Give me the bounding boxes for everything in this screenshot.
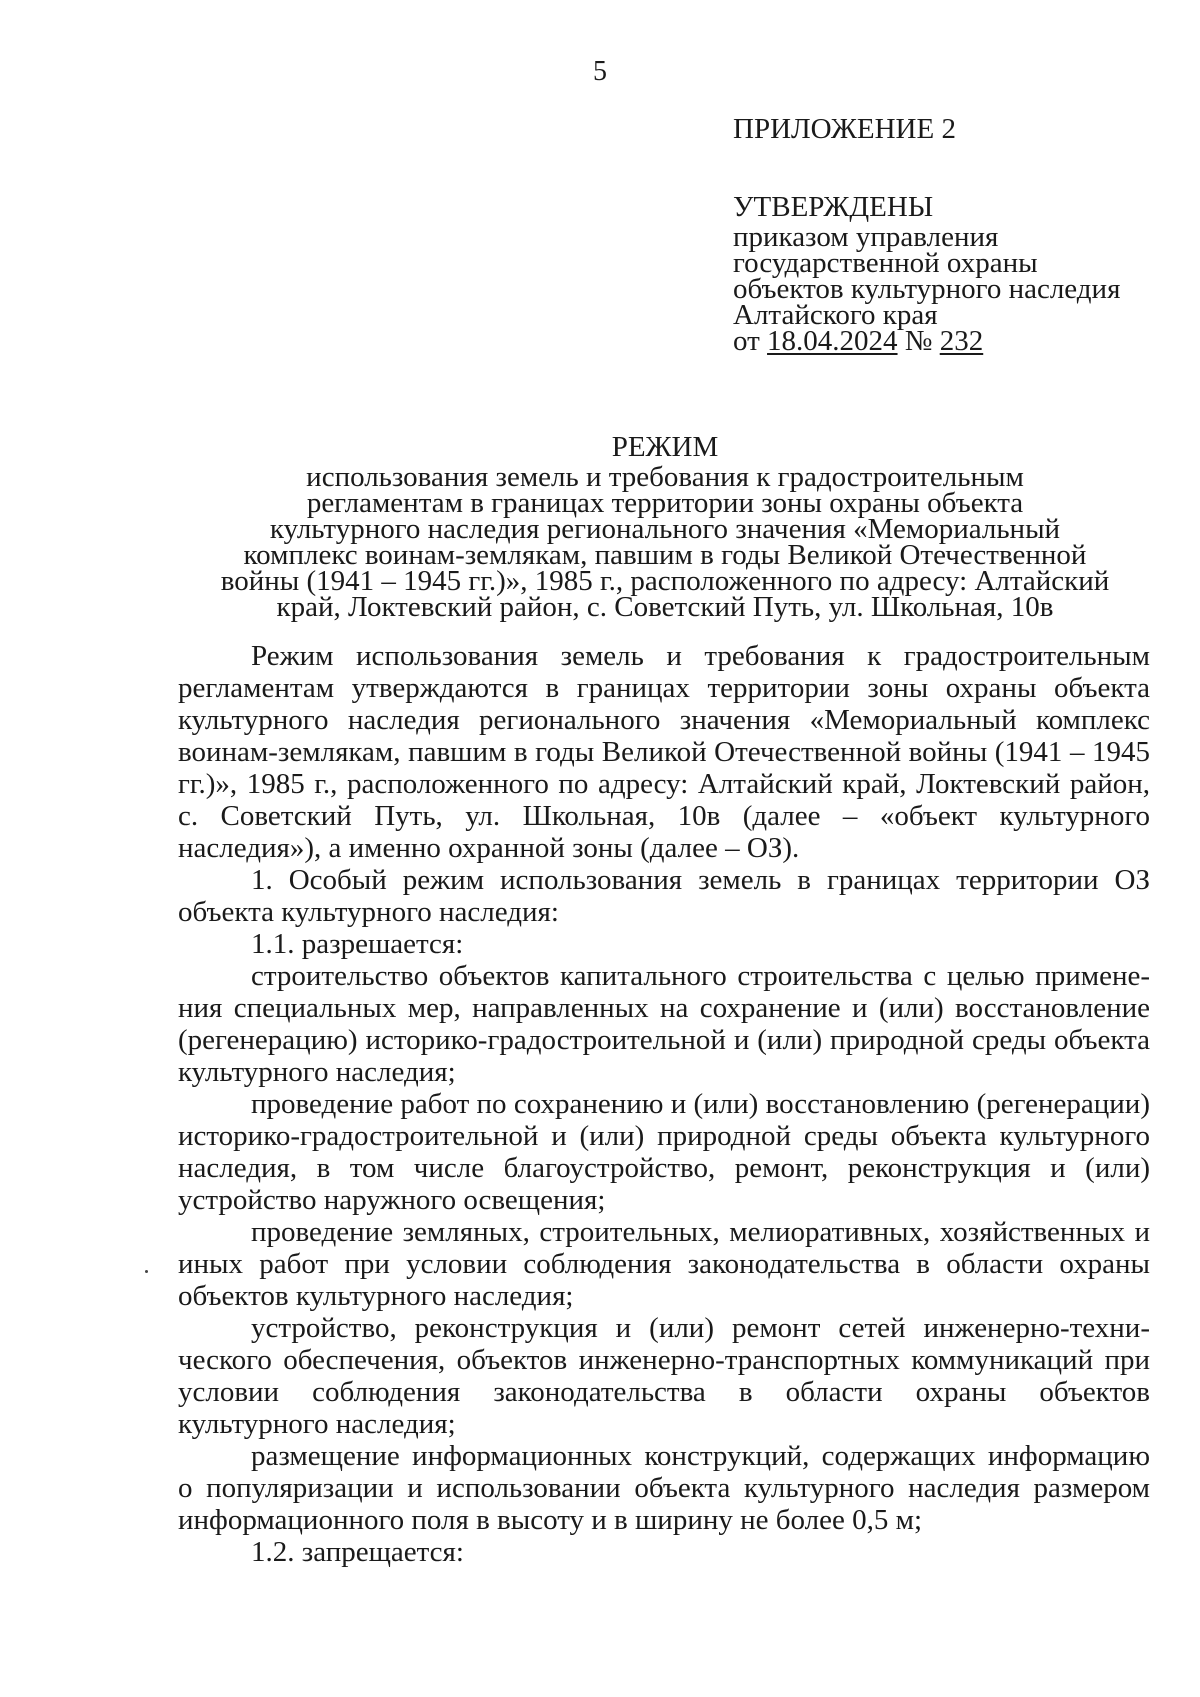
date-prefix: от	[733, 325, 768, 357]
approval-line: объектов культурного наследия	[733, 273, 1121, 305]
document-body	[178, 640, 1150, 1568]
heading-line: культурного наследия регионального значения «Мемориальный	[269, 513, 1061, 545]
order-date: 18.04.2024	[767, 325, 898, 357]
document-heading	[200, 430, 1130, 623]
subsection-1-2-heading: 1.2. запрещается:	[251, 1536, 464, 1568]
approval-line: государственной охраны	[733, 247, 1038, 279]
number-sign: №	[897, 325, 940, 357]
approval-line: приказом управления	[733, 221, 999, 253]
approval-line: Алтайского края	[733, 299, 938, 331]
subsection-1-1-heading: 1.1. разрешается:	[251, 928, 464, 960]
heading-line: край, Локтевский район, с. Советский Путь, ул. Школьная, 10в	[276, 591, 1054, 623]
order-date-line	[733, 325, 1173, 357]
allowed-item: проведение земляных, строительных, мелиоративных, хозяйственных и иных работ при условии соблюдения законодательства в области охраны объектов культурного наследия;	[178, 1216, 1150, 1312]
page-number: 5	[593, 56, 607, 87]
order-number: 232	[939, 325, 984, 357]
heading-line: регламентам в границах территории зоны охраны объекта	[306, 487, 1024, 519]
allowed-item: устройство, реконструкция и (или) ремонт сетей инженерно-техни-ческого обеспечения, объектов инженерно-транспортных коммуникаций при условии соблюдения законодательства в области охраны объектов культурного наследия;	[178, 1312, 1150, 1440]
approved-label: УТВЕРЖДЕНЫ	[733, 191, 934, 223]
allowed-item: строительство объектов капитального строительства с целью примене-ния специальных мер, направленных на сохранение и (или) восстановление (регенерацию) историко-градостроительной и (или) природной среды объекта культурного наследия;	[178, 960, 1150, 1088]
allowed-item: проведение работ по сохранению и (или) восстановлению (регенерации) историко-градостроительной и (или) природной среды объекта культурного наследия, в том числе благоустройство, ремонт, реконструкция и (или) устройство наружного освещения;	[178, 1088, 1150, 1216]
document-title: РЕЖИМ	[611, 431, 719, 463]
intro-paragraph: Режим использования земель и требования к градостроительным регламентам утверждаются в границах территории зоны охраны объекта культурного наследия регионального значения «Мемориальный комплекс воинам-землякам, павшим в годы Великой Отечественной войны (1941 – 1945 гг.)», 1985 г., расположенного по адресу: Алтайский край, Локтевский район, с. Советский Путь, ул. Школьная, 10в (далее – «объект культурного наследия»), а именно охранной зоны (далее – ОЗ).	[178, 640, 1150, 864]
approval-block	[733, 112, 1173, 357]
heading-line: войны (1941 – 1945 гг.)», 1985 г., расположенного по адресу: Алтайский	[220, 565, 1110, 597]
section-1-paragraph: 1. Особый режим использования земель в границах территории ОЗ объекта культурного наследия:	[178, 864, 1150, 928]
scan-speck	[145, 1270, 148, 1273]
allowed-item: размещение информационных конструкций, содержащих информацию о популяризации и использовании объекта культурного наследия размером информационного поля в высоту и в ширину не более 0,5 м;	[178, 1440, 1150, 1536]
heading-line: использования земель и требования к градостроительным	[306, 461, 1024, 493]
heading-line: комплекс воинам-землякам, павшим в годы Великой Отечественной	[243, 539, 1087, 571]
appendix-label: ПРИЛОЖЕНИЕ 2	[733, 113, 956, 145]
